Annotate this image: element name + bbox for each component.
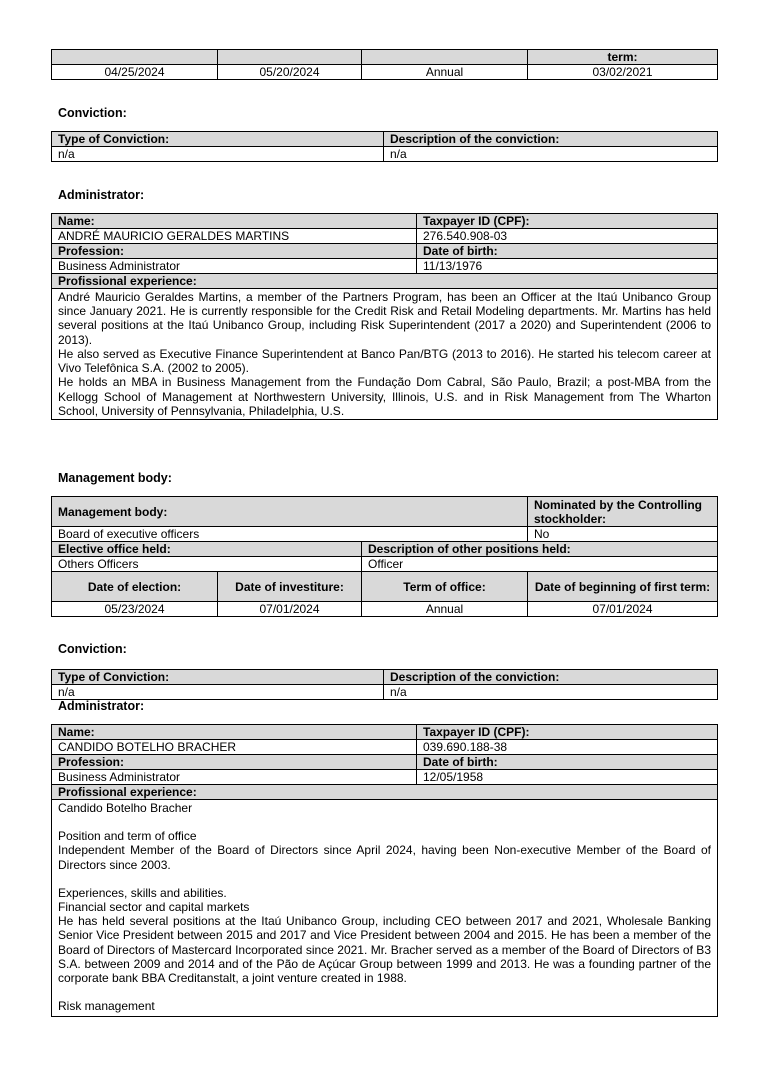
conviction-description-label: Description of the conviction: [384, 132, 718, 147]
nominated-label: Nominated by the Controlling stockholder: [528, 497, 718, 527]
investiture-date-label: Date of investiture: [218, 572, 362, 602]
administrator-table-1 [51, 213, 718, 420]
first-term-date-label: Date of beginning of first term: [528, 572, 718, 602]
cpf-label: Taxpayer ID (CPF): [417, 725, 718, 740]
experience-financial-heading: Financial sector and capital markets [58, 900, 250, 915]
top-investiture-date: 05/20/2024 [218, 65, 362, 80]
conviction-type-label: Type of Conviction: [52, 670, 384, 685]
top-first-term-date: 03/02/2021 [528, 65, 718, 80]
conviction-type-label: Type of Conviction: [52, 132, 384, 147]
administrator-heading-1: Administrator: [58, 188, 145, 202]
administrator-dob: 11/13/1976 [417, 259, 718, 274]
top-header-term: term: [528, 50, 718, 65]
term-table-top [51, 49, 718, 80]
conviction-type-value: n/a [52, 147, 384, 162]
experience-paragraph: He also served as Executive Finance Superintendent at Banco Pan/BTG (2013 to 2016). He started his telecom career at Vivo Telefônica S.A. (2002 to 2005). [58, 346, 711, 376]
conviction-description-value: n/a [384, 685, 718, 700]
administrator-name: CANDIDO BOTELHO BRACHER [52, 740, 417, 755]
elective-office-value: Others Officers [52, 557, 362, 572]
profession-label: Profession: [52, 755, 417, 770]
term-of-office-label: Term of office: [362, 572, 528, 602]
conviction-description-label: Description of the conviction: [384, 670, 718, 685]
experience-financial-text: He has held several positions at the Itaú Unibanco Group, including CEO between 2017 and 2021, Wholesale Banking Senior Vice President between 2015 and 2017 and Vice President between 2004 and 2015. He has been a member of the Board of Directors of Mastercard Incorporated since 2021. Mr. Bracher served as a member of the Board of Directors of B3 S.A. between 2009 and 2014 and of the Pão de Açúcar Group between 1999 and 2013. He was a founding partner of the corporate bank BBA Creditanstalt, a joint venture created in 1988. [58, 914, 711, 986]
name-label: Name: [52, 725, 417, 740]
administrator-heading-2: Administrator: [58, 699, 145, 713]
nominated-value: No [528, 527, 718, 542]
experience-text [52, 289, 718, 420]
name-label: Name: [52, 214, 417, 229]
experience-label: Profissional experience: [52, 274, 718, 289]
conviction-heading-1: Conviction: [58, 106, 127, 120]
top-header-cell-2 [218, 50, 362, 65]
administrator-table-2 [51, 724, 718, 1017]
management-body-value: Board of executive officers [52, 527, 528, 542]
administrator-name: ANDRÉ MAURICIO GERALDES MARTINS [52, 229, 417, 244]
management-body-label: Management body: [52, 497, 528, 527]
top-header-cell-1 [52, 50, 218, 65]
experience-text [52, 800, 718, 1017]
experience-position-text: Independent Member of the Board of Directors since April 2024, having been Non-executive Member of the Board of Directors since 2003. [58, 843, 711, 872]
profession-label: Profession: [52, 244, 417, 259]
experience-paragraph: He holds an MBA in Business Management from the Fundação Dom Cabral, São Paulo, Brazil; a post-MBA from the Kellogg School of Management at Northwestern University, Illinois, U.S. and in Risk Management from The Wharton School, University of Pennsylvania, Philadelphia, U.S. [58, 375, 711, 418]
investiture-date-value: 07/01/2024 [218, 602, 362, 617]
conviction-heading-2: Conviction: [58, 642, 127, 656]
other-positions-label: Description of other positions held: [362, 542, 718, 557]
dob-label: Date of birth: [417, 244, 718, 259]
election-date-value: 05/23/2024 [52, 602, 218, 617]
experience-name: Candido Botelho Bracher [58, 801, 193, 815]
top-term-of-office: Annual [362, 65, 528, 80]
experience-label: Profissional experience: [52, 785, 718, 800]
conviction-table-2 [51, 669, 718, 700]
experience-risk-heading: Risk management [58, 999, 155, 1014]
elective-office-label: Elective office held: [52, 542, 362, 557]
conviction-table-1 [51, 131, 718, 162]
other-positions-value: Officer [362, 557, 718, 572]
experience-skills-heading: Experiences, skills and abilities. [58, 885, 227, 900]
management-body-heading: Management body: [58, 471, 172, 485]
administrator-cpf: 039.690.188-38 [417, 740, 718, 755]
experience-position-heading: Position and term of office [58, 829, 197, 844]
experience-paragraph: André Mauricio Geraldes Martins, a member of the Partners Program, has been an Officer at the Itaú Unibanco Group since January 2021. He is currently responsible for the Credit Risk and Retail Modeling departments. Mr. Martins has held several positions at the Itaú Unibanco Group, including Risk Superintendent (2017 a 2020) and Superintendent (2006 to 2013). [58, 290, 711, 347]
management-body-table [51, 496, 718, 617]
top-header-cell-3 [362, 50, 528, 65]
conviction-type-value: n/a [52, 685, 384, 700]
first-term-date-value: 07/01/2024 [528, 602, 718, 617]
administrator-profession: Business Administrator [52, 770, 417, 785]
administrator-profession: Business Administrator [52, 259, 417, 274]
administrator-cpf: 276.540.908-03 [417, 229, 718, 244]
conviction-description-value: n/a [384, 147, 718, 162]
election-date-label: Date of election: [52, 572, 218, 602]
top-election-date: 04/25/2024 [52, 65, 218, 80]
term-of-office-value: Annual [362, 602, 528, 617]
cpf-label: Taxpayer ID (CPF): [417, 214, 718, 229]
dob-label: Date of birth: [417, 755, 718, 770]
administrator-dob: 12/05/1958 [417, 770, 718, 785]
